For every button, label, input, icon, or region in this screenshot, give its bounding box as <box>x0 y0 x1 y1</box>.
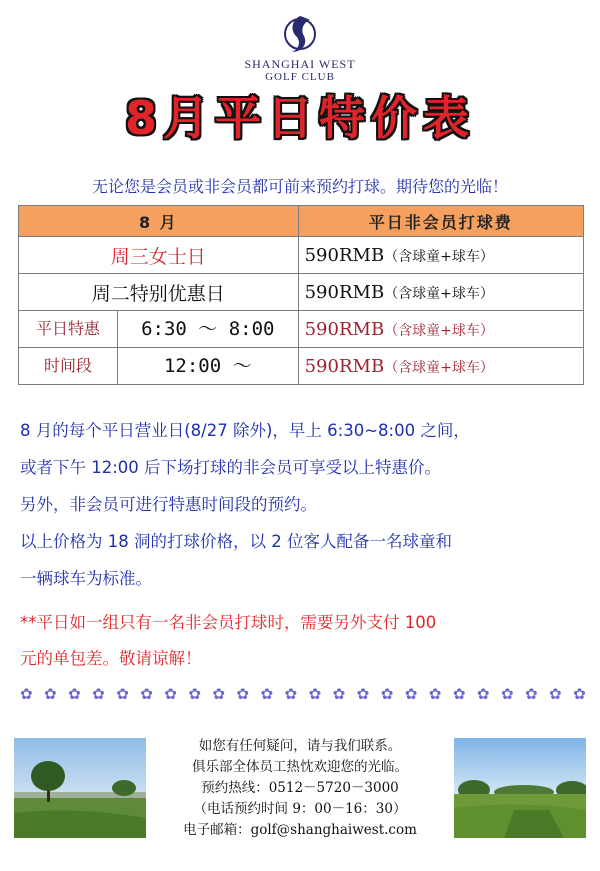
notice-line: **平日如一组只有一名非会员打球时，需要另外支付 100 <box>20 613 437 632</box>
course-photo-right <box>454 738 586 838</box>
fee-note: （含球童+球车） <box>384 285 494 302</box>
ladies-day: 周三女士日 <box>19 237 299 274</box>
info-line: 另外，非会员可进行特惠时间段的预约。 <box>20 495 317 514</box>
fee-amount: 590RMB <box>304 355 385 377</box>
info-line: 或者下午 12:00 后下场打球的非会员可享受以上特惠价。 <box>20 458 442 477</box>
table-header-row <box>19 206 584 237</box>
star-icon: ✿ <box>20 685 33 703</box>
star-icon: ✿ <box>308 685 322 703</box>
star-icon: ✿ <box>356 685 370 703</box>
table-row <box>19 237 584 274</box>
contact-email: 电子邮箱：golf@shanghaiwest.com <box>183 822 417 838</box>
fee-cell <box>298 311 583 348</box>
info-line: 以上价格为 18 洞的打球价格，以 2 位客人配备一名球童和 <box>20 532 452 551</box>
notice-line: 元的单包差。敬请谅解！ <box>20 649 202 668</box>
star-icon: ✿ <box>404 685 418 703</box>
star-icon: ✿ <box>452 685 466 703</box>
star-icon: ✿ <box>188 685 201 703</box>
fee-amount: 590RMB <box>304 244 385 266</box>
star-icon: ✿ <box>260 685 274 703</box>
star-icon: ✿ <box>524 685 538 703</box>
contact-info <box>150 736 450 841</box>
fee-note: （含球童+球车） <box>384 359 494 376</box>
star-divider <box>20 686 586 702</box>
time-slot: 6:30 ～ 8:00 <box>141 318 275 340</box>
star-icon: ✿ <box>164 685 177 703</box>
special-label-line2: 时间段 <box>19 348 118 384</box>
star-icon: ✿ <box>140 685 153 703</box>
subtitle: 无论您是会员或非会员都可前来预约打球。期待您的光临！ <box>91 177 508 196</box>
fee-amount: 590RMB <box>304 281 385 303</box>
star-icon: ✿ <box>284 685 298 703</box>
star-icon: ✿ <box>380 685 394 703</box>
star-icon: ✿ <box>236 685 249 703</box>
course-photo-left <box>14 738 146 838</box>
special-label-line1: 平日特惠 <box>19 311 118 347</box>
fee-cell <box>298 274 583 311</box>
star-icon: ✿ <box>116 685 129 703</box>
star-icon: ✿ <box>573 685 586 703</box>
star-icon: ✿ <box>68 685 81 703</box>
star-icon: ✿ <box>332 685 346 703</box>
star-icon: ✿ <box>476 685 490 703</box>
fee-cell <box>298 348 583 385</box>
star-icon: ✿ <box>92 685 105 703</box>
page-title: 8月平日特价表 <box>124 91 475 145</box>
contact-line: 如您有任何疑问，请与我们联系。 <box>198 738 402 754</box>
time-slot: 12:00 ～ <box>163 355 252 377</box>
table-row <box>19 348 584 385</box>
star-icon: ✿ <box>428 685 442 703</box>
fee-note: （含球童+球车） <box>384 248 494 265</box>
info-line: 一辆球车为标准。 <box>20 569 152 588</box>
header-month: 8 月 <box>19 206 299 237</box>
info-line: 8 月的每个平日营业日(8/27 除外)，早上 6:30~8:00 之间， <box>20 421 470 440</box>
star-icon: ✿ <box>44 685 57 703</box>
star-icon: ✿ <box>549 685 562 703</box>
special-time-cell <box>19 348 299 385</box>
club-logo-icon <box>280 12 320 56</box>
fee-note: （含球童+球车） <box>384 322 494 339</box>
special-time-cell <box>19 311 299 348</box>
star-icon: ✿ <box>212 685 225 703</box>
club-name-line2: GOLF CLUB <box>265 71 335 83</box>
table-row <box>19 274 584 311</box>
table-row <box>19 311 584 348</box>
contact-line: 俱乐部全体员工热忱欢迎您的光临。 <box>192 759 408 775</box>
header-fee: 平日非会员打球费 <box>298 206 583 237</box>
star-icon: ✿ <box>500 685 514 703</box>
club-name-line1: SHANGHAI WEST <box>244 57 356 71</box>
price-table <box>18 205 584 385</box>
fee-amount: 590RMB <box>304 318 385 340</box>
reservation-hotline: 预约热线：0512－5720－3000 <box>201 780 399 796</box>
fee-cell <box>298 237 583 274</box>
club-logo <box>0 12 600 84</box>
reservation-hours: （电话预约时间 9：00－16：30） <box>193 801 407 817</box>
tuesday-special: 周二特别优惠日 <box>19 274 299 311</box>
